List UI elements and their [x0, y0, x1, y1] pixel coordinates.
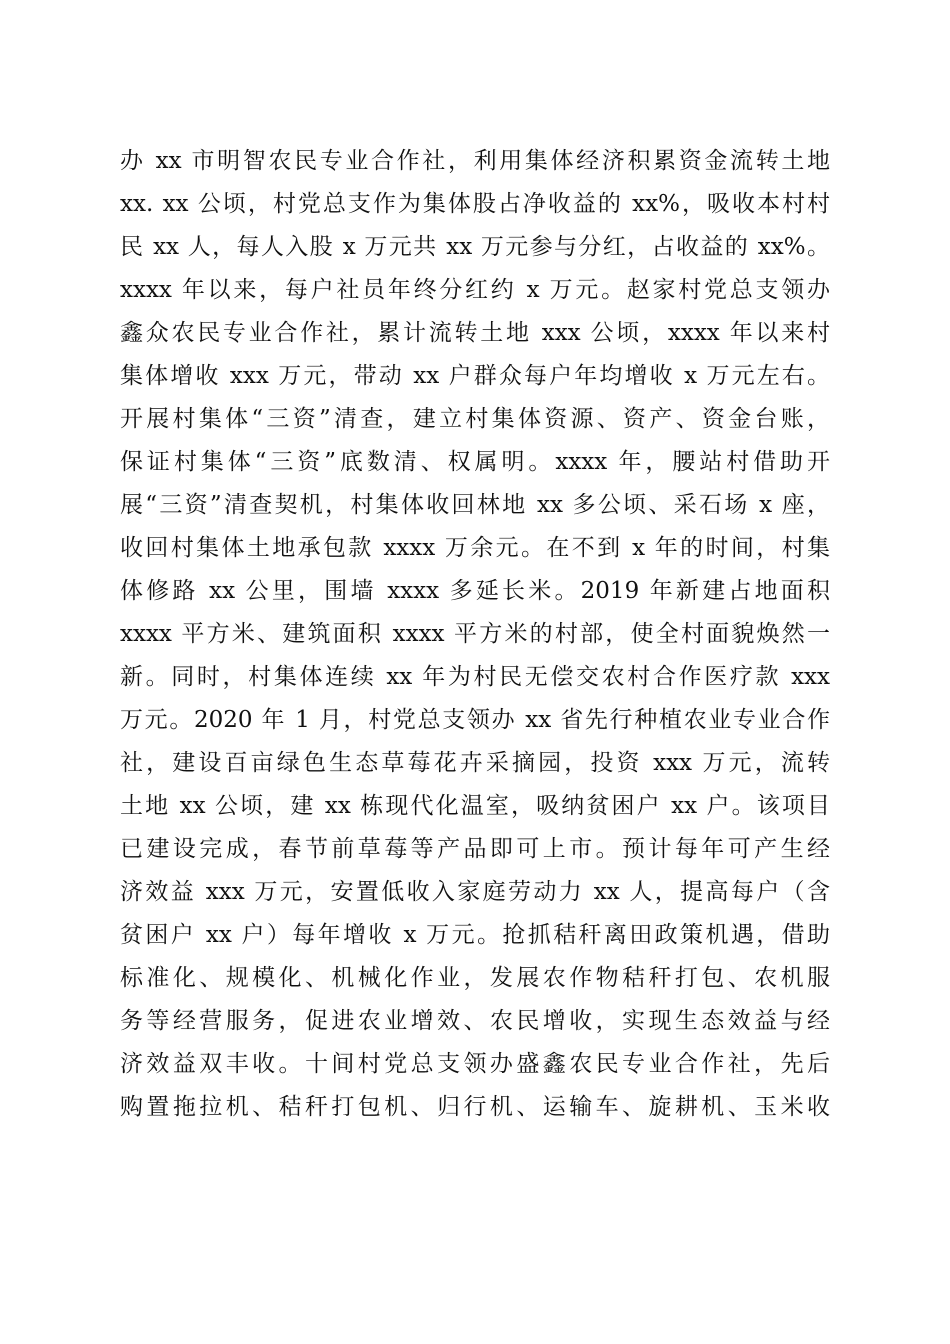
text-line: 济效益双丰收。十间村党总支领办盛鑫农民专业合作社，先后: [120, 1051, 830, 1077]
text-line: xxxx 年以来，每户社员年终分红约 x 万元。赵家村党总支领办: [120, 277, 830, 303]
text-line: 土地 xx 公顷，建 xx 栋现代化温室，吸纳贫困户 xx 户。该项目: [120, 793, 830, 819]
text-line: xx. xx 公顷，村党总支作为集体股占净收益的 xx%，吸收本村村: [120, 191, 830, 217]
text-line: 保证村集体“三资”底数清、权属明。xxxx 年，腰站村借助开: [120, 449, 830, 475]
text-line: 新。同时，村集体连续 xx 年为村民无偿交农村合作医疗款 xxx: [120, 664, 830, 690]
text-line: 展“三资”清查契机，村集体收回林地 xx 多公顷、采石场 x 座，: [120, 492, 830, 518]
text-line: 务等经营服务，促进农业增效、农民增收，实现生态效益与经: [120, 1008, 830, 1034]
text-line: 济效益 xxx 万元，安置低收入家庭劳动力 xx 人，提高每户（含: [120, 879, 830, 905]
text-line: 鑫众农民专业合作社，累计流转土地 xxx 公顷，xxxx 年以来村: [120, 320, 830, 346]
text-line: 开展村集体“三资”清查，建立村集体资源、资产、资金台账，: [120, 406, 830, 432]
text-line: 标准化、规模化、机械化作业，发展农作物秸秆打包、农机服: [120, 965, 830, 991]
text-line: 购置拖拉机、秸秆打包机、归行机、运输车、旋耕机、玉米收: [120, 1094, 830, 1120]
text-line: 社，建设百亩绿色生态草莓花卉采摘园，投资 xxx 万元，流转: [120, 750, 830, 776]
text-line: xxxx 平方米、建筑面积 xxxx 平方米的村部，使全村面貌焕然一: [120, 621, 830, 647]
text-line: 万元。2020 年 1 月，村党总支领办 xx 省先行种植农业专业合作: [120, 707, 830, 733]
text-line: 体修路 xx 公里，围墙 xxxx 多延长米。2019 年新建占地面积: [120, 578, 830, 604]
body-text: [120, 140, 830, 1129]
text-line: 民 xx 人，每人入股 x 万元共 xx 万元参与分红，占收益的 xx%。: [120, 234, 830, 260]
text-line: 贫困户 xx 户）每年增收 x 万元。抢抓秸秆离田政策机遇，借助: [120, 922, 830, 948]
text-line: 办 xx 市明智农民专业合作社，利用集体经济积累资金流转土地: [120, 148, 830, 174]
text-line: 集体增收 xxx 万元，带动 xx 户群众每户年均增收 x 万元左右。: [120, 363, 830, 389]
text-line: 收回村集体土地承包款 xxxx 万余元。在不到 x 年的时间，村集: [120, 535, 830, 561]
text-line: 已建设完成，春节前草莓等产品即可上市。预计每年可产生经: [120, 836, 830, 862]
